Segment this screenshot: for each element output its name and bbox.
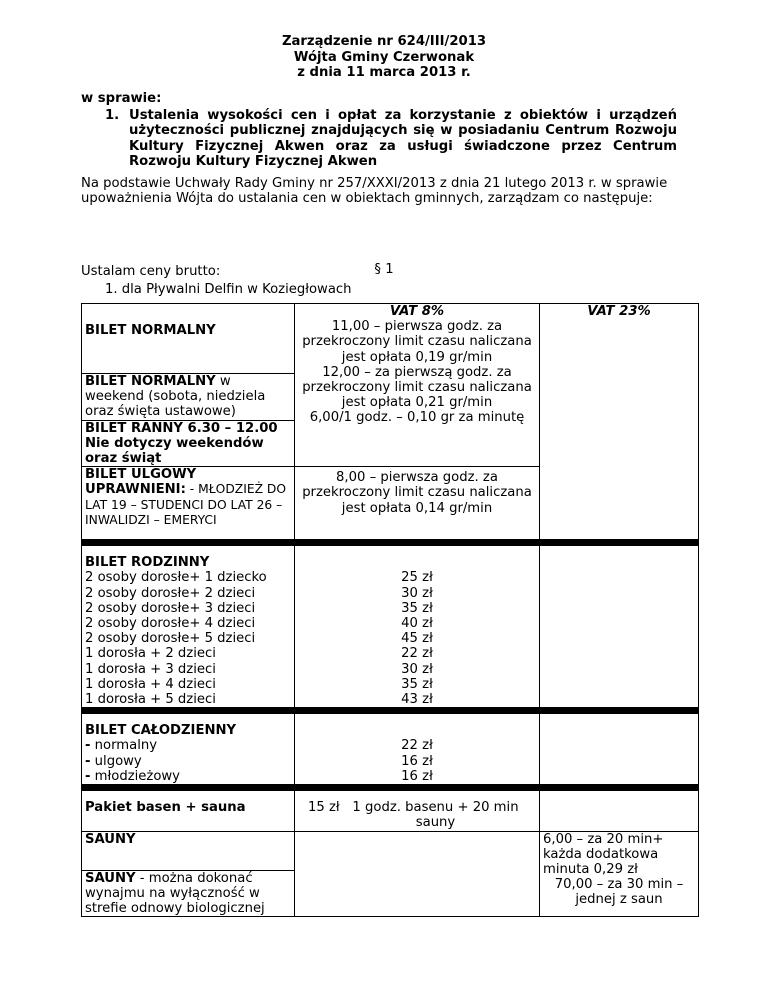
subject-item-number: 1. [105, 108, 120, 124]
sauna-prices [540, 831, 699, 917]
cell-label [82, 467, 295, 540]
list-item: 1 dorosła + 2 dzieci [85, 646, 216, 662]
sauna-price: 6,00 – za 20 min+ każda dodatkowa minuta 0,29 zł [543, 831, 664, 878]
list-item [85, 738, 291, 753]
list-item: 2 osoby dorosłe+ 2 dzieci [85, 585, 256, 601]
list-item-price: 35 zł [401, 600, 433, 616]
list-item-price: 30 zł [401, 661, 433, 677]
cell-price: 11,00 – pierwsza godz. za przekroczony limit czasu naliczana jest opłata 0,19 gr/min [302, 319, 532, 365]
list-item-price: 16 zł [401, 753, 433, 769]
cell-label-rest: - można dokonać wynajmu na wyłączność w strefie odnowy biologicznej [85, 870, 265, 917]
package-description: 1 godz. basenu + 20 min sauny [352, 800, 519, 831]
paragraph-sign: § 1 [374, 262, 394, 277]
cell-price: 12,00 – za pierwszą godz. za przekroczony limit czasu naliczana jest opłata 0,21 gr/min [302, 364, 532, 411]
list-item: 1 dorosła + 5 dzieci [85, 691, 216, 707]
prices-sub-item: 1. dla Pływalni Delfin w Koziegłowach [105, 282, 352, 297]
list-item: 2 osoby dorosłe+ 3 dzieci [85, 600, 256, 616]
prices-intro-text: Ustalam ceny brutto: [81, 264, 221, 279]
list-item-price: 45 zł [401, 631, 433, 647]
cell-label: BILET RANNY 6.30 – 12.00 Nie dotyczy weekendów oraz świąt [82, 420, 295, 467]
sauna-label: SAUNY [82, 831, 295, 870]
list-item: 2 osoby dorosłe+ 5 dzieci [85, 631, 256, 647]
sauna-exclusive-label [82, 870, 295, 917]
cell-label-bold: BILET NORMALNY [85, 374, 216, 389]
price-table [81, 303, 699, 917]
list-item-price: 25 zł [401, 570, 433, 586]
family-ticket-prices [295, 546, 540, 708]
header-issuer: Wójta Gminy Czerwonak [293, 49, 475, 65]
cell-label-bold: BILET ULGOWY UPRAWNIENI: [85, 467, 197, 498]
sauna-exclusive-price: 70,00 – za 30 min – jednej z saun [554, 877, 684, 908]
list-item-price: 22 zł [401, 738, 433, 754]
vat23-header: VAT 23% [587, 304, 651, 319]
list-item-label: normalny [90, 738, 158, 754]
cell-label [82, 374, 295, 421]
vat8-header: VAT 8% [389, 304, 445, 319]
cell-label: BILET NORMALNY [85, 323, 216, 338]
list-item-price: 43 zł [401, 691, 433, 707]
list-item: 1 dorosła + 3 dzieci [85, 661, 216, 677]
day-ticket-prices [295, 714, 540, 785]
document-header [0, 34, 768, 81]
package-cell [295, 791, 540, 831]
list-item: 2 osoby dorosłe+ 1 dziecko [85, 570, 267, 586]
cell-price: 8,00 – pierwsza godz. za przekroczony limit czasu naliczana jest opłata 0,14 gr/min [302, 470, 532, 516]
cell-price: 6,00/1 godz. – 0,10 gr za minutę [309, 410, 525, 426]
subject-item [105, 108, 681, 169]
list-item-price: 30 zł [401, 585, 433, 601]
subject-item-text: Ustalenia wysokości cen i opłat za korzystanie z obiektów i urządzeń użyteczności publicznej znajdujących się w posiadaniu Centrum Rozwoju Kultury Fizycznej Akwen oraz za usługi świadczone przez Centrum Rozwoju Kultury Fizycznej Akwen [129, 108, 677, 169]
dash-mark: - [85, 768, 91, 784]
package-label: Pakiet basen + sauna [82, 791, 295, 831]
table-row [82, 304, 699, 374]
list-item: 1 dorosła + 4 dzieci [85, 676, 216, 692]
subject-section [81, 91, 681, 169]
header-title: Zarządzenie nr 624/III/2013 [281, 34, 487, 49]
list-item-label: ulgowy [90, 753, 142, 769]
table-row [82, 714, 699, 785]
dash-mark: - [85, 738, 91, 754]
header-date: z dnia 11 marca 2013 r. [297, 65, 471, 80]
list-item-label: młodzieżowy [90, 768, 180, 784]
table-row [82, 831, 699, 870]
table-row [82, 546, 699, 708]
family-ticket-labels [82, 546, 295, 708]
list-item: 2 osoby dorosłe+ 4 dzieci [85, 615, 256, 631]
list-item-price: 22 zł [401, 646, 433, 662]
list-item-price: 35 zł [401, 676, 433, 692]
legal-basis-text: Na podstawie Uchwały Rady Gminy nr 257/XXXI/2013 z dnia 21 lutego 2013 r. w sprawie upoważnienia Wójta do ustalania cen w obiektach gminnych, zarządzam co następuje: [81, 176, 668, 207]
cell-label-rest: - MŁODZIEŻ DO LAT 19 – STUDENCI DO LAT 26 – INWALIDZI – EMERYCI [85, 482, 287, 527]
cell-label-bold: SAUNY [85, 870, 136, 886]
table-row [82, 791, 699, 831]
family-ticket-title: BILET RODZINNY [85, 555, 210, 571]
list-item [85, 769, 291, 784]
cell-label-rest: w weekend (sobota, niedziela oraz święta ustawowe) [85, 374, 266, 420]
day-ticket-title: BILET CAŁODZIENNY [85, 723, 237, 739]
dash-mark: - [85, 753, 91, 769]
package-price: 15 zł [308, 800, 340, 816]
prices-intro [81, 264, 352, 297]
list-item-price: 40 zł [401, 615, 433, 631]
list-item [85, 754, 291, 769]
subject-label: w sprawie: [81, 91, 162, 106]
list-item-price: 16 zł [401, 768, 433, 784]
day-ticket-labels [82, 714, 295, 785]
